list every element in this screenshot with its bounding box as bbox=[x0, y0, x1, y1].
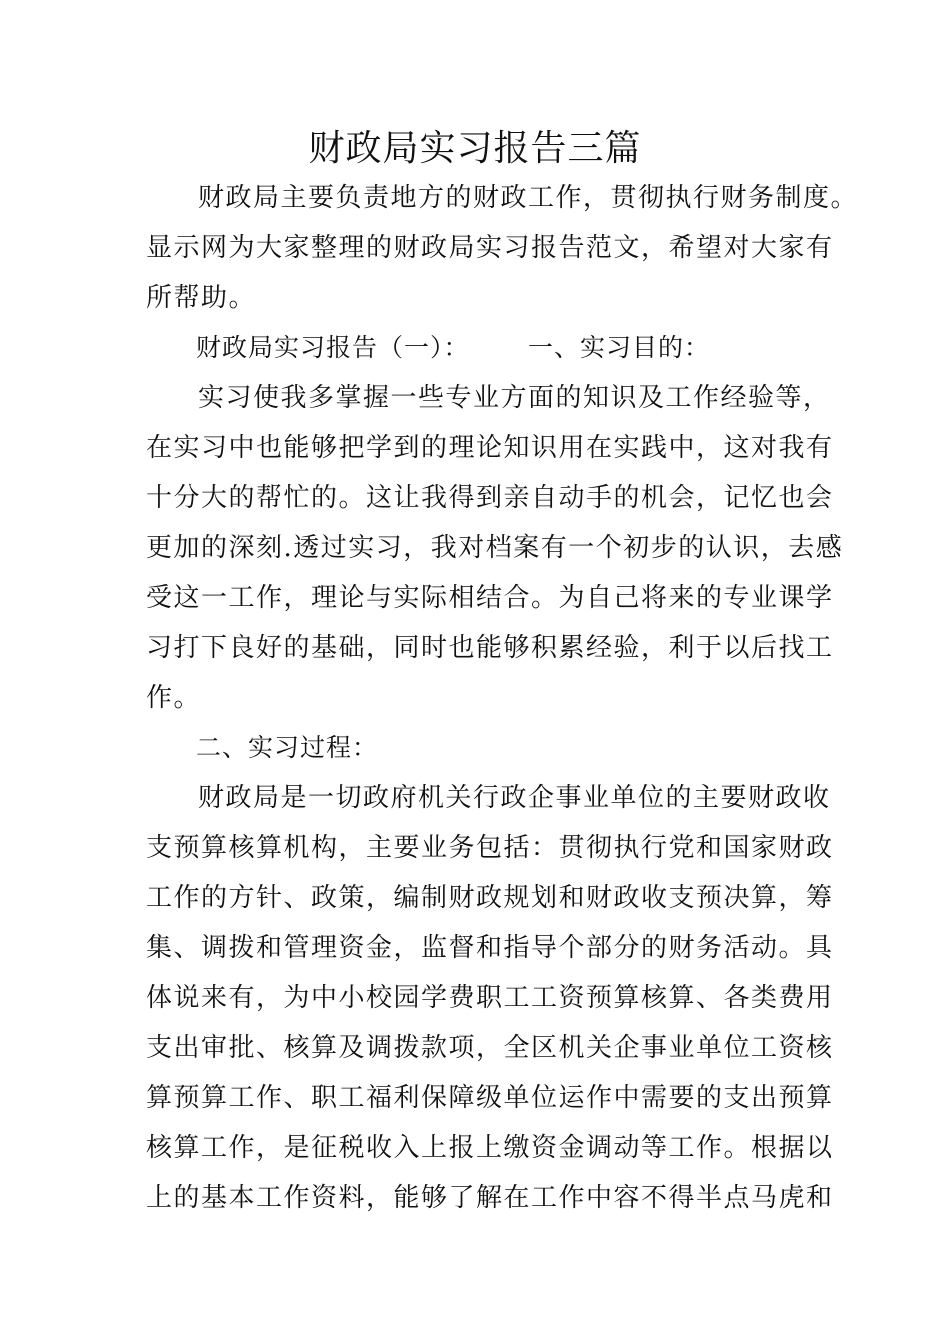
section-1-line-6: 习打下良好的基础，同时也能够积累经验，利于以后找工 bbox=[146, 633, 834, 663]
intro-line-3: 所帮助。 bbox=[146, 283, 257, 313]
section-2-line-4: 集、调拨和管理资金，监督和指导个部分的财务活动。具 bbox=[146, 933, 834, 963]
section-1-line-2: 在实习中也能够把学到的理论知识用在实践中，这对我有 bbox=[146, 433, 834, 463]
report-1-label: 财政局实习报告（一）： bbox=[196, 333, 470, 362]
section-2-line-5: 体说来有，为中小校园学费职工工资预算核算、各类费用 bbox=[146, 983, 834, 1013]
section-1-line-5: 受这一工作，理论与实际相结合。为自己将来的专业课学 bbox=[146, 583, 834, 613]
section-2-line-9: 上的基本工作资料，能够了解在工作中容不得半点马虎和 bbox=[146, 1183, 834, 1213]
section-1-line-7: 作。 bbox=[146, 683, 202, 713]
section-1-line-3: 十分大的帮忙的。这让我得到亲自动手的机会，记忆也会 bbox=[146, 483, 834, 513]
section-2-line-3: 工作的方针、政策，编制财政规划和财政收支预决算，筹 bbox=[146, 883, 834, 913]
section-1-line-4: 更加的深刻.透过实习，我对档案有一个初步的认识，去感 bbox=[146, 533, 844, 563]
section-2-line-8: 核算工作，是征税收入上报上缴资金调动等工作。根据以 bbox=[146, 1133, 834, 1163]
section-2-line-7: 算预算工作、职工福利保障级单位运作中需要的支出预算 bbox=[146, 1083, 834, 1113]
section-2-heading: 二、实习过程： bbox=[196, 733, 379, 762]
section-2-line-1: 财政局是一切政府机关行政企事业单位的主要财政收 bbox=[198, 783, 831, 813]
intro-line-1: 财政局主要负责地方的财政工作，贯彻执行财务制度。 bbox=[198, 183, 859, 213]
section-2-line-6: 支出审批、核算及调拨款项，全区机关企事业单位工资核 bbox=[146, 1033, 834, 1063]
document-title: 财政局实习报告三篇 bbox=[308, 128, 642, 169]
intro-line-2: 显示网为大家整理的财政局实习报告范文，希望对大家有 bbox=[146, 233, 834, 263]
section-1-line-1: 实习使我多掌握一些专业方面的知识及工作经验等， bbox=[198, 383, 831, 413]
section-2-line-2: 支预算核算机构，主要业务包括：贯彻执行党和国家财政 bbox=[146, 833, 834, 863]
section-1-heading: 一、实习目的： bbox=[528, 333, 711, 362]
